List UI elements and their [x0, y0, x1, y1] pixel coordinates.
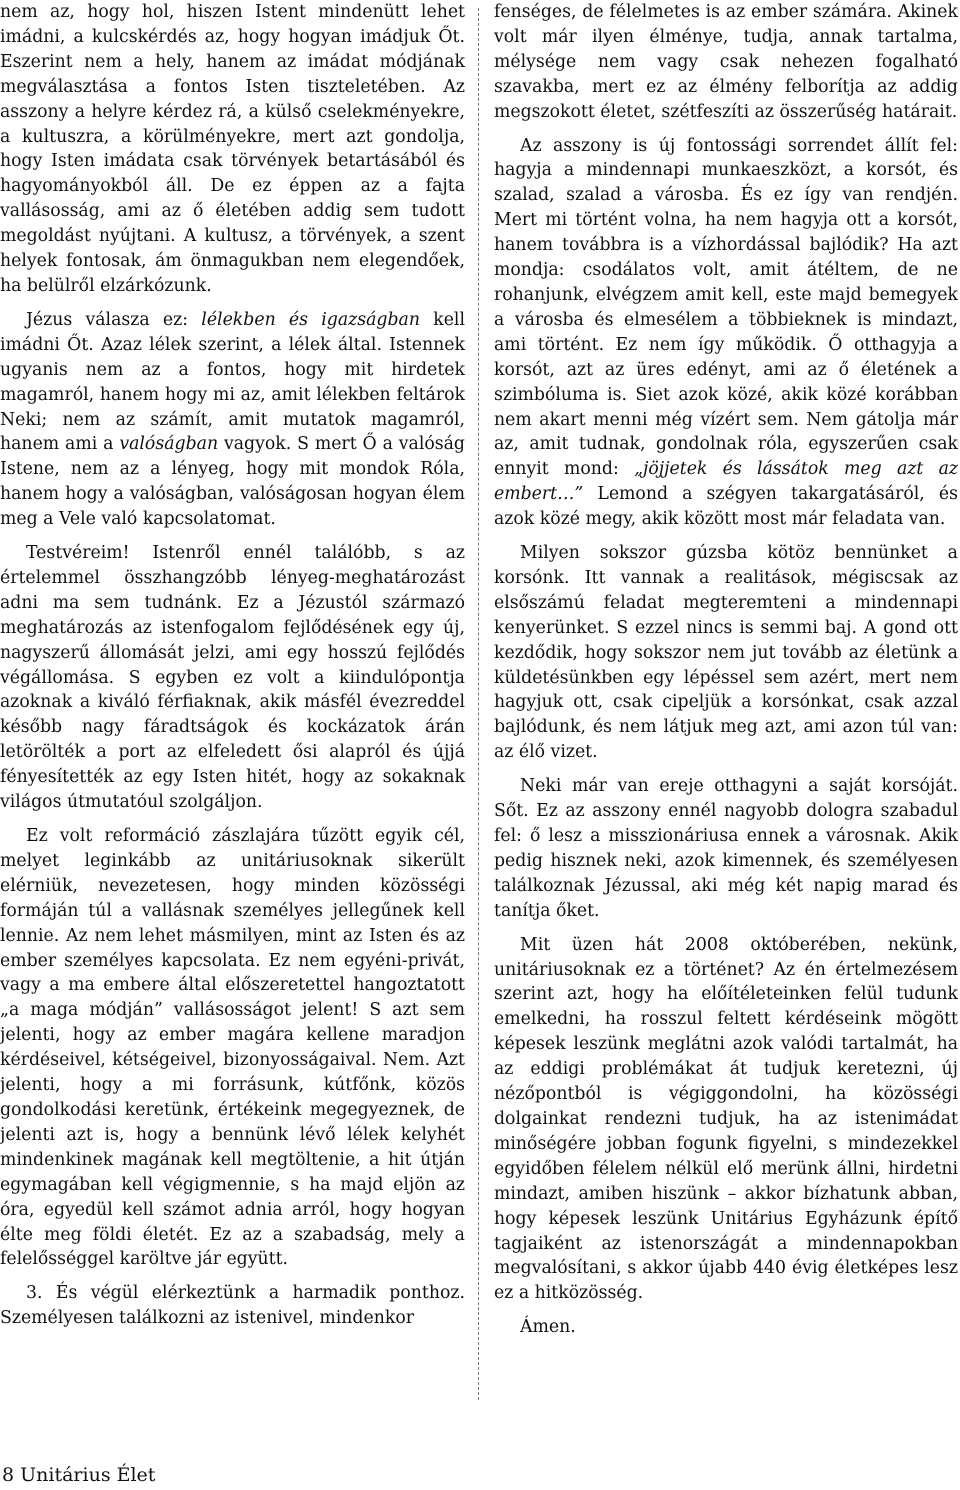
left-column — [0, 0, 465, 1331]
page-number: 8 — [2, 1464, 15, 1486]
text-run: kell imádni Őt. Azaz lélek szerint, a lélek által. Istennek ugyanis nem az a fontos, hogy mit hirdetek magamról, hanem hogy mi az, amit lélekben feltárok Neki; nem az számít, amit mutatok magamról, hanem ami a — [0, 309, 465, 455]
paragraph: Mit üzen hát 2008 októberében, nekünk, unitáriusoknak ez a történet? Az én értelmezésem szerint azt, hogy ha előítéleteinken felül tudunk emelkedni, ha rosszul feltett kérdéseink mögött képesek leszünk meglátni azok valódi tartalmát, ha az eddigi problémákat át tudjuk keretezni, új nézőpontból is végiggondolni, ha közösségi dolgainkat rendezni tudjuk, ha az istenimádat minőségére jobban fogunk figyelni, s mindezekkel egyidőben félelem nélkül elő merünk állni, hirdetni mindazt, amiben hiszünk – akkor bízhatunk abban, hogy képesek leszünk Unitárius Egyházunk építő tagjaiként az istenországát a mindennapokban megvalósítani, s akkor újabb 440 évig életképes lesz ez a hitközösség. — [494, 934, 958, 1304]
paragraph: nem az, hogy hol, hiszen Istent mindenütt lehet imádni, a kulcskérdés az, hogy hogyan imádjuk Őt. Eszerint nem a hely, hanem az imádat módjának megválasztása a fontos Isten tiszteletében. Az asszony a helyre kérdez rá, a külső cselekményekre, a kultuszra, a körülményekre, mert azt gondolja, hogy Isten imádata csak törvények betartásából és hagyományokból áll. De ez éppen az a fajta vallásosság, ami az ő életében addig sem tudott megoldást nyújtani. A kultusz, a törvények, a szent helyek fontosak, ám önmagukban nem elegendőek, ha belülről elzárkózunk. — [0, 2, 465, 296]
paragraph — [494, 134, 958, 533]
paragraph: Neki már van ereje otthagyni a saját korsóját. Sőt. Ez az asszony ennél nagyobb dologra szabadul fel: ő lesz a misszionáriusa ennek a városnak. Akik pedig hisznek neki, azok kimennek, és személyesen találkoznak Jézussal, aki még két napig marad és tanítja őket. — [494, 776, 958, 921]
text-run: Az asszony is új fontossági sorrendet állít fel: hagyja a mindennapi munkaeszközt, a korsót, és szalad, szalad a városba. És ez így van rendjén. Mert mi történt volna, ha nem hagyja ott a korsót, hanem továbbra is a vízhordással bajlódik? Ha azt mondja: csodálatos volt, amit átéltem, de ne rohanjunk, elvégzem amit kell, este majd bemegyek a városba és elmesélem a többieknek is mindazt, ami történt. Ez nem így működik. Ő otthagyja a korsót, azt az üres edényt, ami az ő életének a szimbóluma is. Siet azok közé, akik közé korábban nem akart menni még vízért sem. Nem gátolja már az, amit tudnak, gondolnak róla, egyszerűen csak ennyit mond: — [494, 135, 958, 480]
right-column — [494, 0, 958, 1340]
paragraph: Milyen sokszor gúzsba kötöz bennünket a korsónk. Itt vannak a realitások, mégiscsak az elsőszámú feladat megteremteni a mindennapi kenyerünket. S ezzel nincs is semmi baj. A gond ott kezdődik, hogy sokszor nem jut tovább az életünk a küldetésünkben egy lépéssel sem azért, mert nem hagyjuk ott, csak cipeljük a korsónkat, csak azzal bajlódunk, és nem látjuk meg azt, ami azon túl van: az élő vizet. — [494, 543, 958, 763]
publication-name: Unitárius Élet — [20, 1464, 156, 1486]
paragraph: Ámen. — [520, 1317, 576, 1338]
paragraph — [0, 308, 465, 532]
paragraph: Ez volt reformáció zászlajára tűzött egyik cél, melyet leginkább az unitáriusoknak sikerült elérniük, nevezetesen, hogy minden közösségi formáján túl a vallásnak személyes jellegűnek kell lennie. Az nem lehet másmilyen, mint az Isten és az ember személyes kapcsolata. Ez nem egyéni-privát, vagy a ma embere által előszeretettel hangoztatott „a maga módján” vallásosságot jelent! S azt sem jelenti, hogy az ember magára kellene maradjon kérdéseivel, kétségeivel, bizonyosságaival. Nem. Azt jelenti, hogy a mi forrásunk, kútfőnk, közös gondolkodási keretünk, értékeink megegyeznek, de jelenti azt is, hogy a bennünk lévő lélek kelyhét mindenkinek magának kell megtöltenie, a hit útján egymagában kell végigmennie, s ha majd eljön az óra, egyedül kell számot adnia arról, hogy hogyan élte meg földi életét. Ez az a szabadság, mely a felelősséggel karöltve jár együtt. — [0, 826, 465, 1270]
paragraph: 3. És végül elérkeztünk a harmadik ponthoz. Személyesen találkozni az istenivel, mindenkor — [0, 1283, 465, 1329]
paragraph: fenséges, de félelmetes is az ember számára. Akinek volt már ilyen élménye, tudja, annak tartalma, mélysége nem vagy csak nehezen fogalható szavakba, mert ez az élmény felborítja az addig megszokott életet, szétfeszíti az összerűség határait. — [494, 2, 958, 122]
emphasis-text: „jöjjetek és lássátok meg azt az embert…” — [494, 459, 959, 505]
text-run: Jézus válasza ez: — [26, 309, 202, 330]
text-run: vagyok. S mert Ő a valóság Istene, nem az a lényeg, hogy mit mondok Róla, hanem hogy a valóságban, valóságosan hogyan élem meg a Vele való kapcsolatomat. — [0, 434, 465, 530]
paragraph: Testvéreim! Istenről ennél találóbb, s az értelemmel összhangzóbb lényeg-meghatározást adni ma sem tudnánk. Ez a Jézustól származó meghatározás az istenfogalom fejlődésének egy új, nagyszerű állomását jelzi, ami egy hosszú fejlődés végállomása. S egyben ez volt a kiindulópontja azoknak a kiváló férfiaknak, akik másfél évezreddel később nagy fáradtságok és kockázatok árán letörölték a port az elfeledett ősi alapról és újjá fényesítették az egy Isten hitét, hogy az sokaknak világos útmutatóul szolgáljon. — [0, 543, 465, 813]
emphasis-text: valóságban — [119, 434, 219, 455]
column-divider — [478, 8, 479, 1400]
page-footer — [2, 1464, 155, 1486]
emphasis-text: lélekben és igazságban — [201, 309, 420, 330]
text-run: Lemond a szégyen takargatásáról, és azok közé megy, akik között most már feladata van. — [494, 484, 958, 530]
